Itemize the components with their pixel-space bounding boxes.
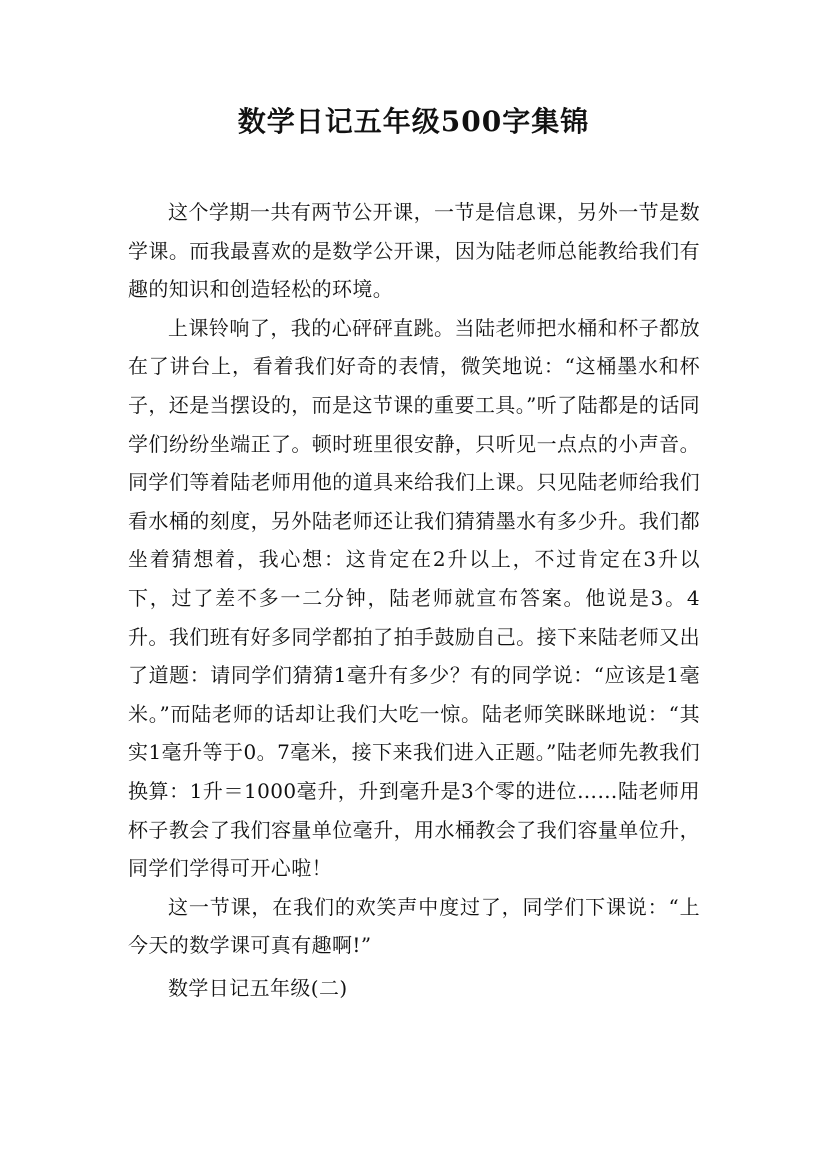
- paragraph-1: 这个学期一共有两节公开课，一节是信息课，另外一节是数学课。而我最喜欢的是数学公开课，因为陆老师总能教给我们有趣的知识和创造轻松的环境。: [128, 200, 700, 302]
- document-body: [128, 193, 700, 1007]
- paragraph-2: 上课铃响了，我的心砰砰直跳。当陆老师把水桶和杯子都放在了讲台上，看着我们好奇的表情，微笑地说：“这桶墨水和杯子，还是当摆设的，而是这节课的重要工具。”听了陆都是的话同学们纷纷坐端正了。顿时班里很安静，只听见一点点的小声音。同学们等着陆老师用他的道具来给我们上课。只见陆老师给我们看水桶的刻度，另外陆老师还让我们猜猜墨水有多少升。我们都坐着猜想着，我心想：这肯定在2升以上，不过肯定在3升以下，过了差不多一二分钟，陆老师就宣布答案。他说是3。4升。我们班有好多同学都拍了拍手鼓励自己。接下来陆老师又出了道题：请同学们猜猜1毫升有多少？有的同学说：“应该是1毫米。”而陆老师的话却让我们大吃一惊。陆老师笑眯眯地说：“其实1毫升等于0。7毫米，接下来我们进入正题。”陆老师先教我们换算：1升＝1000毫升，升到毫升是3个零的进位……陆老师用杯子教会了我们容量单位毫升，用水桶教会了我们容量单位升，同学们学得可开心啦！: [128, 315, 700, 881]
- document-title: 数学日记五年级500字集锦: [237, 105, 590, 138]
- section-subheading: 数学日记五年级(二): [168, 975, 348, 1000]
- paragraph-3: 这一节课，在我们的欢笑声中度过了，同学们下课说：“上今天的数学课可真有趣啊!”: [128, 894, 700, 958]
